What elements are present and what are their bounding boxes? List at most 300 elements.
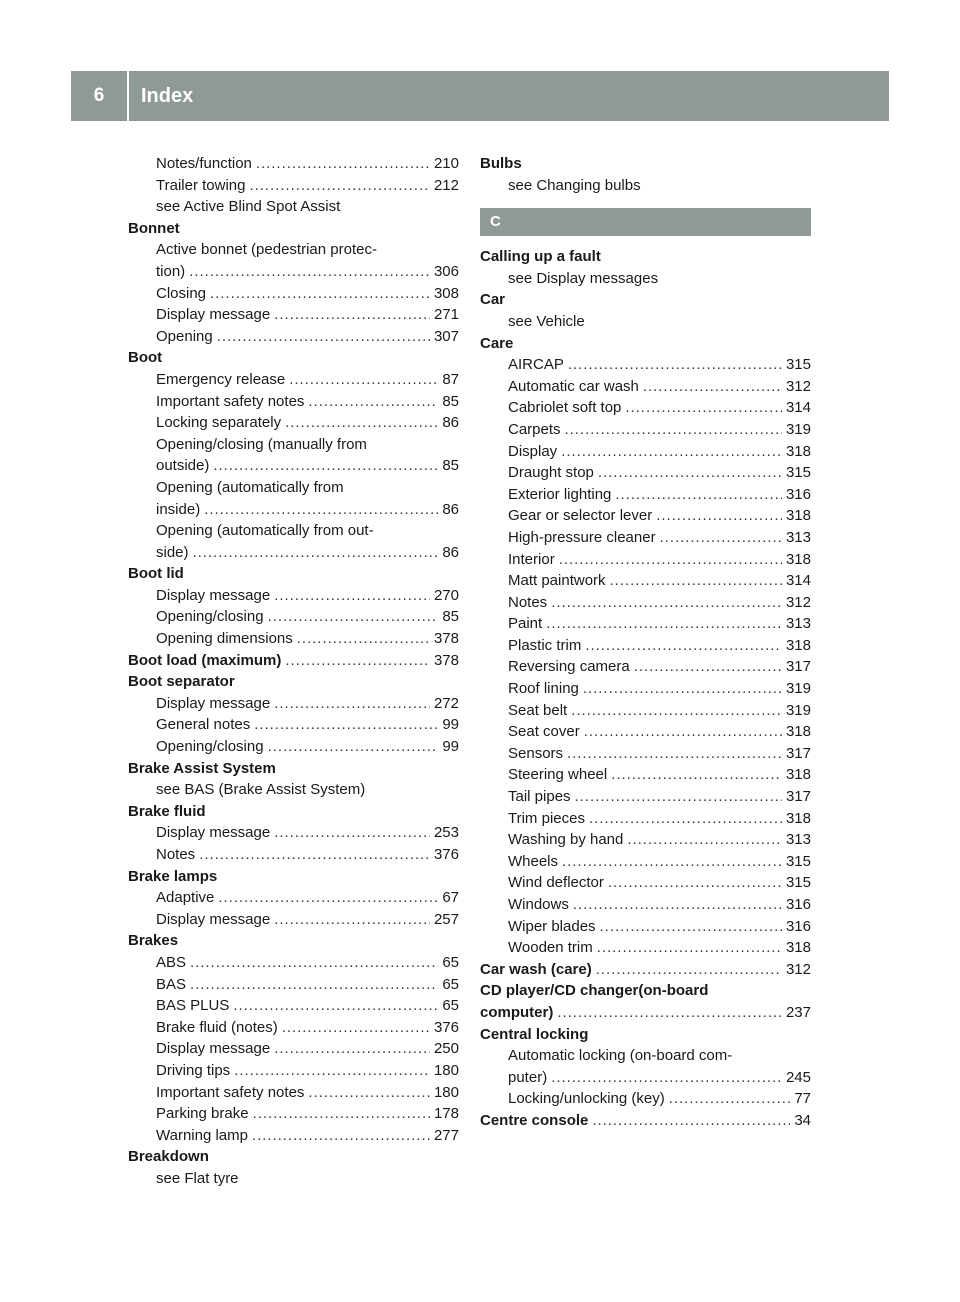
index-subentry[interactable]: [480, 829, 811, 851]
entry-text: see Changing bulbs: [508, 176, 641, 194]
entry-text: side): [156, 543, 189, 561]
index-heading: [128, 930, 459, 952]
page-reference[interactable]: 316: [785, 896, 811, 913]
index-subentry[interactable]: [128, 1038, 459, 1060]
page-reference[interactable]: 180: [433, 1083, 459, 1101]
entry-text: Roof lining: [508, 680, 579, 698]
page-reference[interactable]: 319: [785, 680, 811, 698]
entry-text: inside): [156, 500, 201, 518]
dot-leader: [274, 304, 430, 326]
dot-leader: [567, 743, 782, 765]
index-subentry: [128, 1168, 459, 1190]
dot-leader: [274, 693, 430, 715]
entry-text: Opening/closing (manually from: [156, 435, 367, 453]
entry-text: tion): [156, 262, 186, 280]
dot-leader: [285, 650, 430, 672]
index-subentry[interactable]: [128, 1060, 459, 1082]
index-subentry[interactable]: [480, 376, 811, 398]
index-subentry: [480, 175, 811, 197]
page-header: [71, 71, 889, 121]
dot-leader: [625, 397, 782, 419]
page-reference[interactable]: 319: [785, 701, 811, 719]
page-reference[interactable]: 250: [433, 1040, 459, 1058]
dot-leader: [583, 678, 782, 700]
entry-text: Brake fluid: [128, 802, 206, 820]
page-reference[interactable]: 317: [785, 788, 811, 806]
letter-heading: C: [480, 208, 811, 236]
index-subentry[interactable]: [128, 822, 459, 844]
index-subentry: [128, 239, 459, 261]
entry-text: Opening/closing: [156, 608, 264, 626]
index-subentry[interactable]: [480, 678, 811, 700]
index-heading: [480, 153, 811, 175]
index-subentry[interactable]: [128, 1103, 459, 1125]
entry-text: Display message: [156, 1040, 271, 1058]
dot-leader: [571, 700, 782, 722]
page-reference[interactable]: 87: [442, 370, 459, 388]
entry-text: Notes: [156, 846, 196, 863]
entry-text: Automatic locking (on-board com-: [508, 1047, 733, 1065]
dot-leader: [308, 391, 438, 413]
page-reference[interactable]: 313: [785, 528, 811, 546]
page-reference[interactable]: 212: [433, 176, 459, 194]
dot-leader: [274, 585, 430, 607]
index-subentry[interactable]: [480, 484, 811, 506]
dot-leader: [557, 1002, 782, 1024]
index-subentry: [128, 196, 459, 218]
page-reference[interactable]: 316: [785, 917, 811, 935]
index-subentry[interactable]: [480, 1067, 811, 1089]
dot-leader: [297, 628, 430, 650]
index-heading: [480, 980, 811, 1002]
entry-text: Parking brake: [156, 1105, 249, 1123]
index-subentry[interactable]: [480, 613, 811, 635]
entry-text: Active bonnet (pedestrian protec-: [156, 241, 377, 259]
index-subentry[interactable]: [128, 499, 459, 521]
entry-text: Paint: [508, 615, 543, 633]
entry-text: Brake lamps: [128, 867, 218, 885]
index-subentry: [480, 268, 811, 290]
entry-text: Bonnet: [128, 219, 180, 237]
index-column-left: [128, 153, 459, 1190]
entry-text: outside): [156, 457, 210, 475]
entry-text: Exterior lighting: [508, 485, 612, 503]
dot-leader: [565, 419, 782, 441]
page-reference[interactable]: 318: [785, 723, 811, 741]
index-subentry: [480, 311, 811, 333]
index-subentry[interactable]: [480, 397, 811, 419]
dot-leader: [274, 822, 430, 844]
entry-text: Opening/closing: [156, 738, 264, 756]
entry-text: Opening: [156, 327, 213, 345]
page-reference[interactable]: 319: [785, 420, 811, 438]
page-reference[interactable]: 65: [442, 997, 459, 1015]
index-subentry[interactable]: [480, 786, 811, 808]
entry-text: Windows: [508, 896, 569, 913]
dot-leader: [551, 592, 782, 614]
index-heading: [480, 1024, 811, 1046]
index-subentry[interactable]: [128, 261, 459, 283]
dot-leader: [568, 354, 782, 376]
index-subentry[interactable]: [480, 851, 811, 873]
index-subentry[interactable]: [480, 764, 811, 786]
page-reference[interactable]: 315: [785, 852, 811, 870]
page-reference[interactable]: 271: [433, 306, 459, 324]
index-heading: [128, 866, 459, 888]
index-heading[interactable]: [480, 1110, 811, 1132]
entry-text: Important safety notes: [156, 392, 305, 410]
page-reference[interactable]: 378: [433, 651, 459, 669]
index-heading: [128, 758, 459, 780]
entry-text: Wiper blades: [508, 917, 596, 935]
index-subentry[interactable]: [128, 455, 459, 477]
page-reference[interactable]: 85: [442, 392, 459, 410]
index-subentry[interactable]: [128, 714, 459, 736]
index-subentry[interactable]: [480, 721, 811, 743]
entry-text: Reversing camera: [508, 658, 630, 676]
page-reference[interactable]: 318: [785, 442, 811, 460]
entry-text: Emergency release: [156, 370, 286, 388]
index-subentry[interactable]: [480, 916, 811, 938]
page-reference[interactable]: 313: [785, 615, 811, 633]
index-subentry[interactable]: [480, 743, 811, 765]
dot-leader: [268, 606, 439, 628]
entry-text: Washing by hand: [508, 831, 624, 849]
index-subentry[interactable]: [480, 462, 811, 484]
entry-text: Breakdown: [128, 1148, 209, 1166]
page-reference[interactable]: 318: [785, 507, 811, 525]
index-subentry[interactable]: [128, 887, 459, 909]
page-number: 6: [93, 85, 105, 106]
entry-text: see Vehicle: [508, 312, 585, 330]
page-reference[interactable]: 257: [433, 910, 459, 928]
entry-text: Locking/unlocking (key): [508, 1090, 665, 1108]
entry-text: Plastic trim: [508, 636, 582, 654]
index-subentry[interactable]: [128, 283, 459, 305]
dot-leader: [575, 786, 782, 808]
entry-text: Car: [480, 291, 506, 309]
entry-text: Opening dimensions: [156, 630, 293, 648]
index-subentry[interactable]: [480, 635, 811, 657]
dot-leader: [611, 764, 782, 786]
entry-text: Matt paintwork: [508, 572, 606, 590]
index-subentry: [128, 520, 459, 542]
page-reference[interactable]: 77: [794, 1090, 811, 1108]
page-reference[interactable]: 210: [433, 155, 459, 172]
index-subentry[interactable]: [128, 1125, 459, 1147]
dot-leader: [656, 505, 782, 527]
entry-text: Interior: [508, 550, 555, 568]
index-subentry[interactable]: [480, 1088, 811, 1110]
entry-text: Notes: [508, 593, 548, 611]
entry-text: see Flat tyre: [156, 1169, 239, 1187]
index-subentry[interactable]: [128, 542, 459, 564]
index-subentry[interactable]: [128, 369, 459, 391]
entry-text: Brakes: [128, 932, 179, 950]
dot-leader: [592, 1110, 790, 1132]
entry-text: Steering wheel: [508, 766, 608, 784]
page-reference[interactable]: 315: [785, 356, 811, 374]
dot-leader: [546, 613, 782, 635]
index-subentry[interactable]: [128, 391, 459, 413]
entry-text: Wind deflector: [508, 874, 604, 892]
page-reference[interactable]: 376: [433, 846, 459, 863]
entry-text: Seat cover: [508, 723, 580, 741]
index-subentry[interactable]: [128, 952, 459, 974]
entry-text: Bulbs: [480, 155, 522, 172]
index-heading: [480, 289, 811, 311]
entry-text: Display message: [156, 306, 271, 324]
index-subentry[interactable]: [128, 736, 459, 758]
index-subentry[interactable]: [480, 937, 811, 959]
dot-leader: [249, 175, 429, 197]
dot-leader: [627, 829, 782, 851]
index-subentry[interactable]: [480, 656, 811, 678]
entry-text: Seat belt: [508, 701, 568, 719]
index-subentry[interactable]: [480, 419, 811, 441]
index-heading[interactable]: [128, 650, 459, 672]
index-subentry[interactable]: [480, 592, 811, 614]
dot-leader: [190, 974, 438, 996]
entry-text: Car wash (care): [480, 960, 592, 978]
index-heading: [128, 563, 459, 585]
page-reference[interactable]: 307: [433, 327, 459, 345]
dot-leader: [634, 656, 782, 678]
entry-text: Tail pipes: [508, 788, 571, 806]
entry-text: see Active Blind Spot Assist: [156, 198, 341, 216]
entry-text: Locking separately: [156, 414, 282, 432]
index-heading: [128, 1146, 459, 1168]
index-subentry[interactable]: [128, 326, 459, 348]
index-subentry[interactable]: [128, 844, 459, 866]
entry-text: Wooden trim: [508, 939, 593, 957]
page-reference[interactable]: 315: [785, 874, 811, 892]
dot-leader: [562, 851, 782, 873]
page-reference[interactable]: 378: [433, 630, 459, 648]
page-reference[interactable]: 318: [785, 939, 811, 957]
dot-leader: [551, 1067, 782, 1089]
page-reference[interactable]: 85: [442, 608, 459, 626]
page-reference[interactable]: 314: [785, 572, 811, 590]
index-subentry[interactable]: [128, 175, 459, 197]
page-reference[interactable]: 312: [785, 377, 811, 395]
entry-text: Opening (automatically from: [156, 478, 344, 496]
entry-text: Cabriolet soft top: [508, 399, 622, 417]
index-column-right: [480, 153, 811, 1132]
page-reference[interactable]: 99: [442, 738, 459, 756]
entry-text: General notes: [156, 716, 251, 734]
page-reference[interactable]: 314: [785, 399, 811, 417]
index-heading: [480, 246, 811, 268]
page-reference[interactable]: 316: [785, 485, 811, 503]
dot-leader: [268, 736, 439, 758]
page-reference[interactable]: 65: [442, 953, 459, 971]
index-subentry[interactable]: [128, 153, 459, 175]
dot-leader: [282, 1017, 430, 1039]
page-reference[interactable]: 34: [794, 1111, 811, 1129]
page-reference[interactable]: 67: [442, 889, 459, 907]
page-reference[interactable]: 65: [442, 975, 459, 993]
dot-leader: [256, 153, 430, 175]
dot-leader: [274, 1038, 430, 1060]
index-subentry[interactable]: [480, 354, 811, 376]
entry-text: see BAS (Brake Assist System): [156, 781, 366, 799]
entry-text: Trim pieces: [508, 809, 585, 827]
entry-text: ABS: [156, 953, 187, 971]
index-subentry[interactable]: [128, 693, 459, 715]
entry-text: CD player/CD changer(on-board: [480, 982, 709, 1000]
index-subentry[interactable]: [480, 894, 811, 916]
page-reference[interactable]: 272: [433, 694, 459, 712]
dot-leader: [199, 844, 430, 866]
entry-text: puter): [508, 1068, 548, 1086]
entry-text: Display: [508, 442, 558, 460]
entry-text: Boot: [128, 349, 163, 367]
page-reference[interactable]: 86: [442, 500, 459, 518]
entry-text: Brake fluid (notes): [156, 1018, 278, 1036]
page-reference[interactable]: 86: [442, 543, 459, 561]
index-subentry[interactable]: [128, 606, 459, 628]
page-reference[interactable]: 277: [433, 1126, 459, 1144]
entry-text: Closing: [156, 284, 207, 302]
dot-leader: [585, 635, 782, 657]
index-subentry[interactable]: [480, 872, 811, 894]
dot-leader: [615, 484, 782, 506]
entry-text: Calling up a fault: [480, 248, 601, 266]
index-subentry[interactable]: [480, 549, 811, 571]
page-reference[interactable]: 376: [433, 1018, 459, 1036]
dot-leader: [254, 714, 438, 736]
index-subentry[interactable]: [480, 700, 811, 722]
entry-text: Opening (automatically from out-: [156, 522, 374, 540]
entry-text: computer): [480, 1003, 554, 1021]
page-reference[interactable]: 318: [785, 766, 811, 784]
index-subentry[interactable]: [128, 909, 459, 931]
page-reference[interactable]: 312: [785, 593, 811, 611]
entry-text: AIRCAP: [508, 356, 564, 374]
index-subentry[interactable]: [128, 1017, 459, 1039]
index-subentry[interactable]: [480, 441, 811, 463]
dot-leader: [253, 1103, 430, 1125]
entry-text: Gear or selector lever: [508, 507, 653, 525]
page-reference[interactable]: 245: [785, 1068, 811, 1086]
entry-text: Carpets: [508, 420, 561, 438]
dot-leader: [643, 376, 782, 398]
page-reference[interactable]: 308: [433, 284, 459, 302]
dot-leader: [559, 549, 782, 571]
entry-text: Notes/function: [156, 155, 252, 172]
index-subentry[interactable]: [128, 628, 459, 650]
entry-text: Display message: [156, 910, 271, 928]
dot-leader: [596, 959, 782, 981]
index-subentry[interactable]: [480, 570, 811, 592]
dot-leader: [589, 808, 782, 830]
page-reference[interactable]: 317: [785, 658, 811, 676]
entry-text: Boot separator: [128, 673, 235, 691]
entry-text: Wheels: [508, 852, 559, 870]
dot-leader: [598, 462, 782, 484]
page-reference[interactable]: 318: [785, 550, 811, 568]
dot-leader: [190, 952, 438, 974]
page-reference[interactable]: 180: [433, 1061, 459, 1079]
dot-leader: [561, 441, 782, 463]
entry-text: Sensors: [508, 744, 564, 762]
page-reference[interactable]: 313: [785, 831, 811, 849]
index-subentry[interactable]: [128, 412, 459, 434]
page-reference[interactable]: 99: [442, 716, 459, 734]
entry-text: Automatic car wash: [508, 377, 639, 395]
dot-leader: [608, 872, 782, 894]
page-reference[interactable]: 85: [442, 457, 459, 475]
dot-leader: [285, 412, 438, 434]
index-heading: [128, 347, 459, 369]
entry-text: Display message: [156, 694, 271, 712]
dot-leader: [217, 326, 430, 348]
dot-leader: [308, 1082, 430, 1104]
index-subentry[interactable]: [128, 304, 459, 326]
index-subentry[interactable]: [128, 1082, 459, 1104]
page-reference[interactable]: 306: [433, 262, 459, 280]
page-reference[interactable]: 253: [433, 824, 459, 842]
index-subentry[interactable]: [128, 974, 459, 996]
dot-leader: [213, 455, 438, 477]
dot-leader: [573, 894, 782, 916]
index-subentry[interactable]: [480, 808, 811, 830]
entry-text: Trailer towing: [156, 176, 246, 194]
entry-text: Brake Assist System: [128, 759, 276, 777]
entry-text: Display message: [156, 586, 271, 604]
entry-text: Driving tips: [156, 1061, 231, 1079]
entry-text: Boot lid: [128, 565, 184, 583]
index-subentry[interactable]: [480, 527, 811, 549]
dot-leader: [204, 499, 438, 521]
entry-text: Display message: [156, 824, 271, 842]
page-reference[interactable]: 312: [785, 960, 811, 978]
index-heading[interactable]: [480, 959, 811, 981]
index-subentry: [128, 779, 459, 801]
index-subentry[interactable]: [128, 585, 459, 607]
page-reference[interactable]: 237: [785, 1003, 811, 1021]
dot-leader: [234, 1060, 430, 1082]
index-heading: [128, 671, 459, 693]
index-subentry: [128, 434, 459, 456]
index-heading[interactable]: [480, 1002, 811, 1024]
entry-text: Warning lamp: [156, 1126, 248, 1144]
index-subentry[interactable]: [480, 505, 811, 527]
page-reference[interactable]: 317: [785, 744, 811, 762]
index-heading: [128, 801, 459, 823]
dot-leader: [252, 1125, 430, 1147]
entry-text: High-pressure cleaner: [508, 528, 656, 546]
entry-text: see Display messages: [508, 269, 659, 287]
page-reference[interactable]: 86: [442, 414, 459, 432]
entry-text: Care: [480, 334, 514, 352]
dot-leader: [669, 1088, 791, 1110]
entry-text: Important safety notes: [156, 1083, 305, 1101]
dot-leader: [233, 995, 438, 1017]
dot-leader: [193, 542, 439, 564]
index-subentry[interactable]: [128, 995, 459, 1017]
page-reference[interactable]: 178: [433, 1105, 459, 1123]
page-reference[interactable]: 318: [785, 636, 811, 654]
page-reference[interactable]: 270: [433, 586, 459, 604]
page-reference[interactable]: 318: [785, 809, 811, 827]
entry-text: BAS PLUS: [156, 997, 230, 1015]
dot-leader: [289, 369, 438, 391]
entry-text: Draught stop: [508, 464, 594, 482]
page-reference[interactable]: 315: [785, 464, 811, 482]
index-subentry: [128, 477, 459, 499]
